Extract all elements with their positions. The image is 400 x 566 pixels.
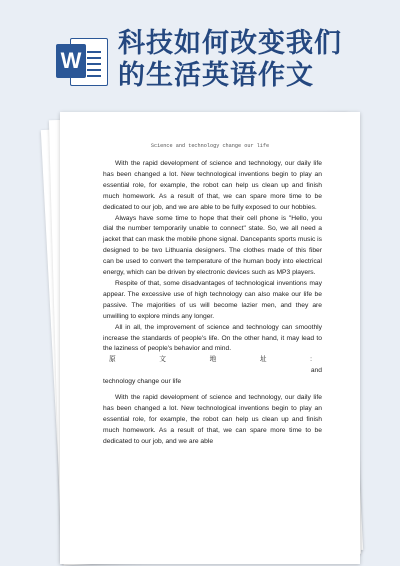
address-tail: and	[310, 367, 322, 375]
banner-title-line-2: 的生活英语作文	[118, 60, 314, 91]
document-heading: Science and technology change our life	[150, 143, 270, 149]
paragraph: Always have some time to hope that their cell phone is "Hello, you dial the number temporarily unable to connect" state. So, we all need a jacket that can mask the mobile phone signal. Dancepants sports music is designed to be two Lithuania designers. The clothes made of this fiber can be used to convert the temperature of the human body into electrical energy, which can be driven by electronic devices such as MP3 players.	[103, 214, 322, 277]
paragraph: With the rapid development of science and technology, our daily life has been changed a lot. New technological inventions begin to play an essential role, for example, the robot can help us clean up and finish much homework. As a result of that, we can spare more time to be dedicated to our job, and we are able	[103, 394, 322, 445]
repeat-title: technology change our life	[103, 378, 182, 386]
paragraph: With the rapid development of science and technology, our daily life has been changed a lot. New technological inventions begin to play an essential role, for example, the robot can help us clean up and finish much homework. As a result of that, we can spare more time to be dedicated to our job, and we are able to be fully exposed to our hobbies.	[103, 160, 322, 211]
source-address-label: 原 文 地 址 :	[109, 356, 312, 364]
word-icon-letter: W	[56, 44, 86, 78]
word-document-icon	[56, 34, 106, 86]
paragraph: Respite of that, some disadvantages of technological inventions may appear. The excessive use of high technology can also make our life be passive. The majorities of us will become lazier men, and they are unwilling to explore minds any longer.	[103, 279, 322, 320]
banner-title-line-1: 科技如何改变我们	[118, 28, 342, 59]
banner-title	[118, 28, 378, 92]
document-body	[103, 159, 322, 448]
banner	[0, 0, 400, 100]
document-page	[60, 112, 360, 564]
paragraph: All in all, the improvement of science and technology can smoothly increase the standards of people's life. On the other hand, it may lead to the laziness of people's behavior and mind.	[103, 323, 322, 353]
